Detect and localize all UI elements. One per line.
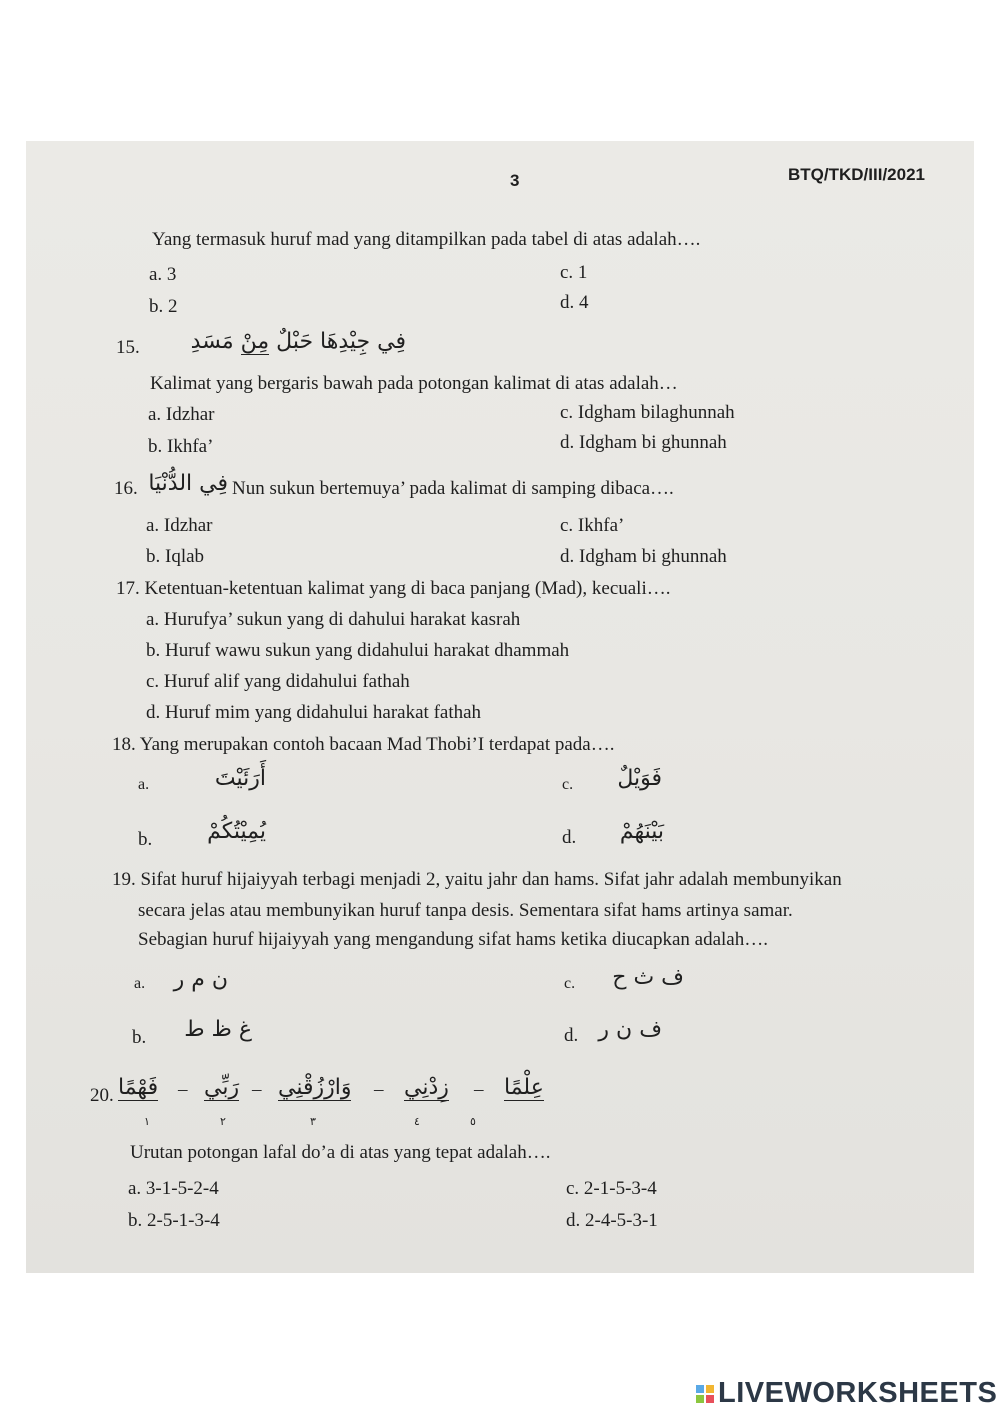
q15-option-a[interactable]: a. Idzhar [148, 404, 215, 425]
logo-square [696, 1395, 704, 1403]
q20-dash: – [374, 1079, 384, 1100]
q20-segment-4: زِدْنِي [404, 1075, 449, 1100]
q20-arabic-segments [118, 1069, 564, 1133]
logo-square [706, 1395, 714, 1403]
q15-stem: Kalimat yang bergaris bawah pada potongan kalimat di atas adalah… [150, 373, 678, 394]
q18-option-d-label[interactable]: d. [562, 827, 577, 848]
q16-number: 16. [114, 478, 138, 499]
q19-option-a-arabic[interactable]: ن م ر [173, 967, 228, 992]
q15-option-d[interactable]: d. Idgham bi ghunnah [560, 432, 727, 453]
q19-option-c-arabic[interactable]: ف ث ح [612, 965, 684, 990]
q19-option-d-arabic[interactable]: ف ن ر [598, 1017, 662, 1042]
logo-square [706, 1385, 714, 1393]
q14-option-d[interactable]: d. 4 [560, 292, 589, 313]
q19-line-1: 19. Sifat huruf hijaiyyah terbagi menjadi 2, yaitu jahr dan hams. Sifat jahr adalah membunyikan [112, 869, 842, 890]
q16-stem: Nun sukun bertemuya’ pada kalimat di samping dibaca…. [232, 478, 674, 499]
q20-segment-4-number: ٤ [414, 1115, 420, 1128]
q20-dash: – [474, 1079, 484, 1100]
q20-number: 20. [90, 1085, 114, 1106]
q20-segment-2-number: ٢ [220, 1115, 226, 1128]
q20-segment-3-number: ٣ [310, 1115, 316, 1128]
q19-option-b-arabic[interactable]: غ ظ ط [184, 1017, 252, 1042]
q20-dash: – [252, 1079, 262, 1100]
q20-segment-2: رَبِّي [204, 1075, 240, 1100]
page-number: 3 [510, 171, 520, 190]
q16-option-a[interactable]: a. Idzhar [146, 515, 213, 536]
q15-arabic-phrase [144, 329, 406, 354]
q16-option-c[interactable]: c. Ikhfa’ [560, 515, 625, 536]
q20-option-b[interactable]: b. 2-5-1-3-4 [128, 1210, 220, 1231]
q20-option-d[interactable]: d. 2-4-5-3-1 [566, 1210, 658, 1231]
logo-squares-icon [696, 1385, 714, 1403]
liveworksheets-logo [696, 1377, 997, 1410]
q20-stem: Urutan potongan lafal do’a di atas yang tepat adalah…. [130, 1142, 551, 1163]
q20-segment-5-number: ٥ [470, 1115, 476, 1128]
q19-option-b-label[interactable]: b. [132, 1027, 147, 1048]
q19-option-c-label[interactable]: c. [564, 975, 576, 992]
q18-option-b-label[interactable]: b. [138, 829, 153, 850]
q18-option-d-arabic[interactable]: بَيْنَهُمْ [619, 819, 664, 844]
q15-option-c[interactable]: c. Idgham bilaghunnah [560, 402, 735, 423]
q20-dash: – [178, 1079, 188, 1100]
q20-segment-1: فَهْمًا [118, 1075, 159, 1100]
q14-option-a[interactable]: a. 3 [149, 264, 177, 285]
q17-option-b[interactable]: b. Huruf wawu sukun yang didahului harakat dhammah [146, 640, 570, 661]
q14-option-b[interactable]: b. 2 [149, 296, 178, 317]
q19-option-d-label[interactable]: d. [564, 1025, 579, 1046]
q17-stem: 17. Ketentuan-ketentuan kalimat yang di baca panjang (Mad), kecuali…. [116, 578, 671, 599]
q15-arabic-underlined: مِنْ [240, 329, 270, 354]
q16-option-d[interactable]: d. Idgham bi ghunnah [560, 546, 727, 567]
q20-segment-5: عِلْمًا [504, 1075, 544, 1100]
q16-option-b[interactable]: b. Iqlab [146, 546, 205, 567]
q18-stem: 18. Yang merupakan contoh bacaan Mad Thobi’I terdapat pada…. [112, 734, 615, 755]
q20-segment-3: وَارْزُقْنِي [278, 1075, 352, 1100]
q20-segment-1-number: ١ [144, 1115, 150, 1128]
scanned-page [26, 141, 974, 1273]
q19-option-a-label[interactable]: a. [134, 975, 146, 992]
q17-option-d[interactable]: d. Huruf mim yang didahului harakat fathah [146, 702, 482, 723]
q14-stem: Yang termasuk huruf mad yang ditampilkan pada tabel di atas adalah…. [152, 229, 701, 250]
logo-text: LIVEWORKSHEETS [718, 1377, 998, 1409]
q18-option-a-label[interactable]: a. [138, 776, 150, 793]
q18-option-a-arabic[interactable]: أَرَئَيْتَ [214, 766, 266, 791]
logo-square [696, 1385, 704, 1393]
q15-arabic-post: مَسَدِ [190, 329, 234, 354]
q18-option-b-arabic[interactable]: يُمِيْتُكُمْ [207, 819, 266, 844]
q15-arabic-pre: فِي جِيْدِهَا حَبْلٌ [276, 329, 406, 354]
q15-option-b[interactable]: b. Ikhfa’ [148, 436, 214, 457]
q19-line-2: secara jelas atau membunyikan huruf tanpa desis. Sementara sifat hams artinya samar. [138, 900, 793, 921]
q18-option-c-label[interactable]: c. [562, 776, 574, 793]
q17-option-c[interactable]: c. Huruf alif yang didahului fathah [146, 671, 410, 692]
q20-option-c[interactable]: c. 2-1-5-3-4 [566, 1178, 657, 1199]
q16-arabic: فِي الدُّنْيَا [148, 471, 228, 496]
document-code: BTQ/TKD/III/2021 [788, 165, 925, 184]
q14-option-c[interactable]: c. 1 [560, 262, 588, 283]
q20-option-a[interactable]: a. 3-1-5-2-4 [128, 1178, 219, 1199]
q15-number: 15. [116, 337, 140, 358]
q17-option-a[interactable]: a. Hurufya’ sukun yang di dahului harakat kasrah [146, 609, 521, 630]
q19-line-3: Sebagian huruf hijaiyyah yang mengandung sifat hams ketika diucapkan adalah…. [138, 929, 768, 950]
q18-option-c-arabic[interactable]: فَوَيْلٌ [617, 766, 662, 791]
